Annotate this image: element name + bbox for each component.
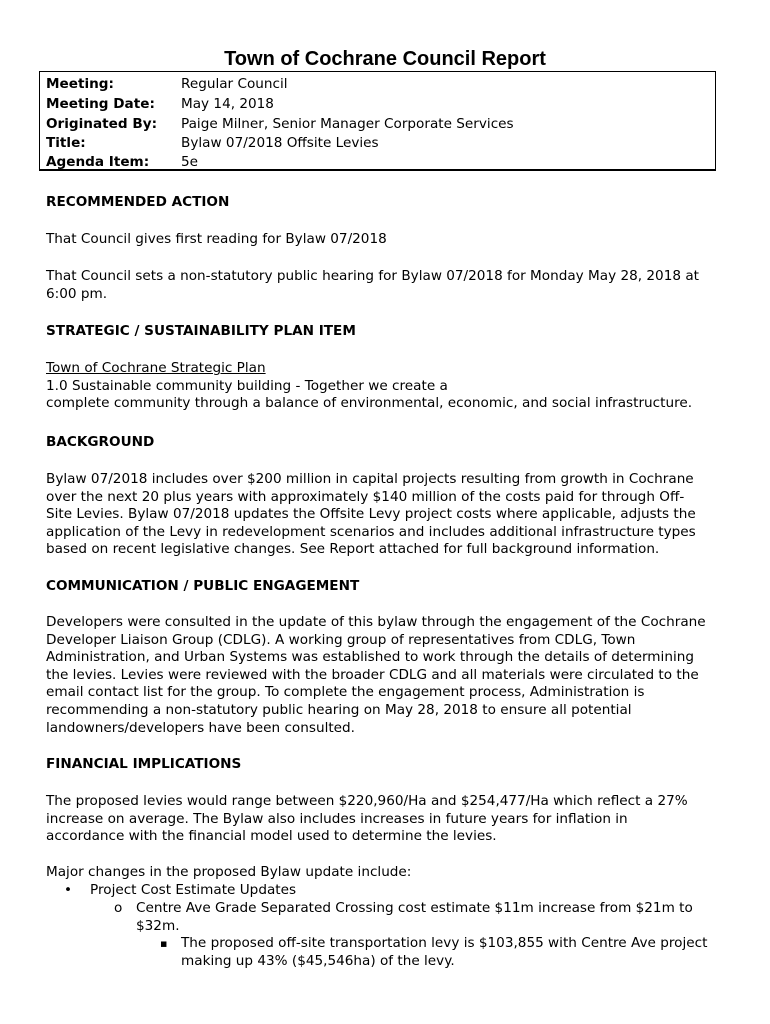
heading-strategic-plan: STRATEGIC / SUSTAINABILITY PLAN ITEM xyxy=(46,323,356,339)
text-line: Developers were consulted in the update of this bylaw through the engagement of the Cochrane xyxy=(46,614,706,630)
strategic-plan-link[interactable]: Town of Cochrane Strategic Plan xyxy=(46,360,266,376)
text-line: accordance with the financial model used to determine the levies. xyxy=(46,828,497,845)
meta-value: Bylaw 07/2018 Offsite Levies xyxy=(181,135,379,151)
text-line: complete community through a balance of environmental, economic, and social infrastructure. xyxy=(46,395,693,412)
text-line: landowners/developers have been consulted. xyxy=(46,719,355,736)
text-line: over the next 20 plus years with approximately $140 million of the costs paid for through Off- xyxy=(46,488,685,505)
text-line: the levies. Levies were reviewed with the broader CDLG and all materials were circulated to the xyxy=(46,666,699,683)
text-line: Bylaw 07/2018 includes over $200 million in capital projects resulting from growth in Cochrane xyxy=(46,471,694,487)
background-paragraph xyxy=(46,471,736,559)
text-line: application of the Levy in redevelopment scenarios and includes additional infrastructure types xyxy=(46,523,696,540)
text-line: Administration, and Urban Systems was established to work through the details of determining xyxy=(46,649,694,666)
list-item-text: $32m. xyxy=(136,918,180,934)
meta-value: 5e xyxy=(181,154,199,170)
text-line: The proposed levies would range between $220,960/Ha and $254,477/Ha which reflect a 27% xyxy=(46,793,688,809)
heading-background: BACKGROUND xyxy=(46,434,155,450)
heading-recommended-action: RECOMMENDED ACTION xyxy=(46,194,230,210)
meta-label: Meeting: xyxy=(46,76,114,92)
text-line: 6:00 pm. xyxy=(46,285,108,302)
text-line: Site Levies. Bylaw 07/2018 updates the Offsite Levy project costs where applicable, adjusts the xyxy=(46,506,696,523)
bullet-marker: o xyxy=(114,900,123,916)
heading-communication: COMMUNICATION / PUBLIC ENGAGEMENT xyxy=(46,578,360,594)
text-line: increase on average. The Bylaw also includes increases in future years for inflation in xyxy=(46,810,628,827)
text-line: That Council sets a non-statutory public hearing for Bylaw 07/2018 for Monday May 28, 2018 at xyxy=(46,268,699,284)
report-title: Town of Cochrane Council Report xyxy=(224,48,546,70)
strategic-plan-text xyxy=(46,360,736,413)
text-line: Developer Liaison Group (CDLG). A working group of representatives from CDLG, Town xyxy=(46,631,636,648)
heading-financial: FINANCIAL IMPLICATIONS xyxy=(46,756,242,772)
text-line: That Council gives first reading for Bylaw 07/2018 xyxy=(46,231,387,247)
text-line: email contact list for the group. To complete the engagement process, Administration is xyxy=(46,684,645,701)
meta-value: Paige Milner, Senior Manager Corporate Services xyxy=(181,116,514,132)
text-line: Major changes in the proposed Bylaw update include: xyxy=(46,864,412,880)
meta-label: Meeting Date: xyxy=(46,96,155,112)
list-item-text: Project Cost Estimate Updates xyxy=(90,882,297,898)
list-item-text: making up 43% ($45,546ha) of the levy. xyxy=(181,953,455,969)
major-changes-intro xyxy=(46,864,736,882)
bullet-marker: • xyxy=(64,882,73,898)
meta-value: May 14, 2018 xyxy=(181,96,274,112)
bullet-marker: ▪ xyxy=(160,937,168,950)
financial-paragraph xyxy=(46,793,736,846)
meeting-info-box xyxy=(39,71,716,171)
recommended-first-reading xyxy=(46,231,736,249)
text-line: based on recent legislative changes. See Report attached for full background information. xyxy=(46,541,660,558)
list-item-text: Centre Ave Grade Separated Crossing cost estimate $11m increase from $21m to xyxy=(136,900,693,916)
meta-label: Title: xyxy=(46,135,86,151)
text-line: 1.0 Sustainable community building - Together we create a xyxy=(46,377,448,394)
meta-label: Agenda Item: xyxy=(46,154,150,170)
list-item-text: The proposed off-site transportation levy is $103,855 with Centre Ave project xyxy=(181,935,708,951)
recommended-public-hearing xyxy=(46,268,736,303)
meta-label: Originated By: xyxy=(46,116,158,132)
text-line: recommending a non-statutory public hearing on May 28, 2018 to ensure all potential xyxy=(46,701,632,718)
meta-value: Regular Council xyxy=(181,76,288,92)
communication-paragraph xyxy=(46,614,736,737)
